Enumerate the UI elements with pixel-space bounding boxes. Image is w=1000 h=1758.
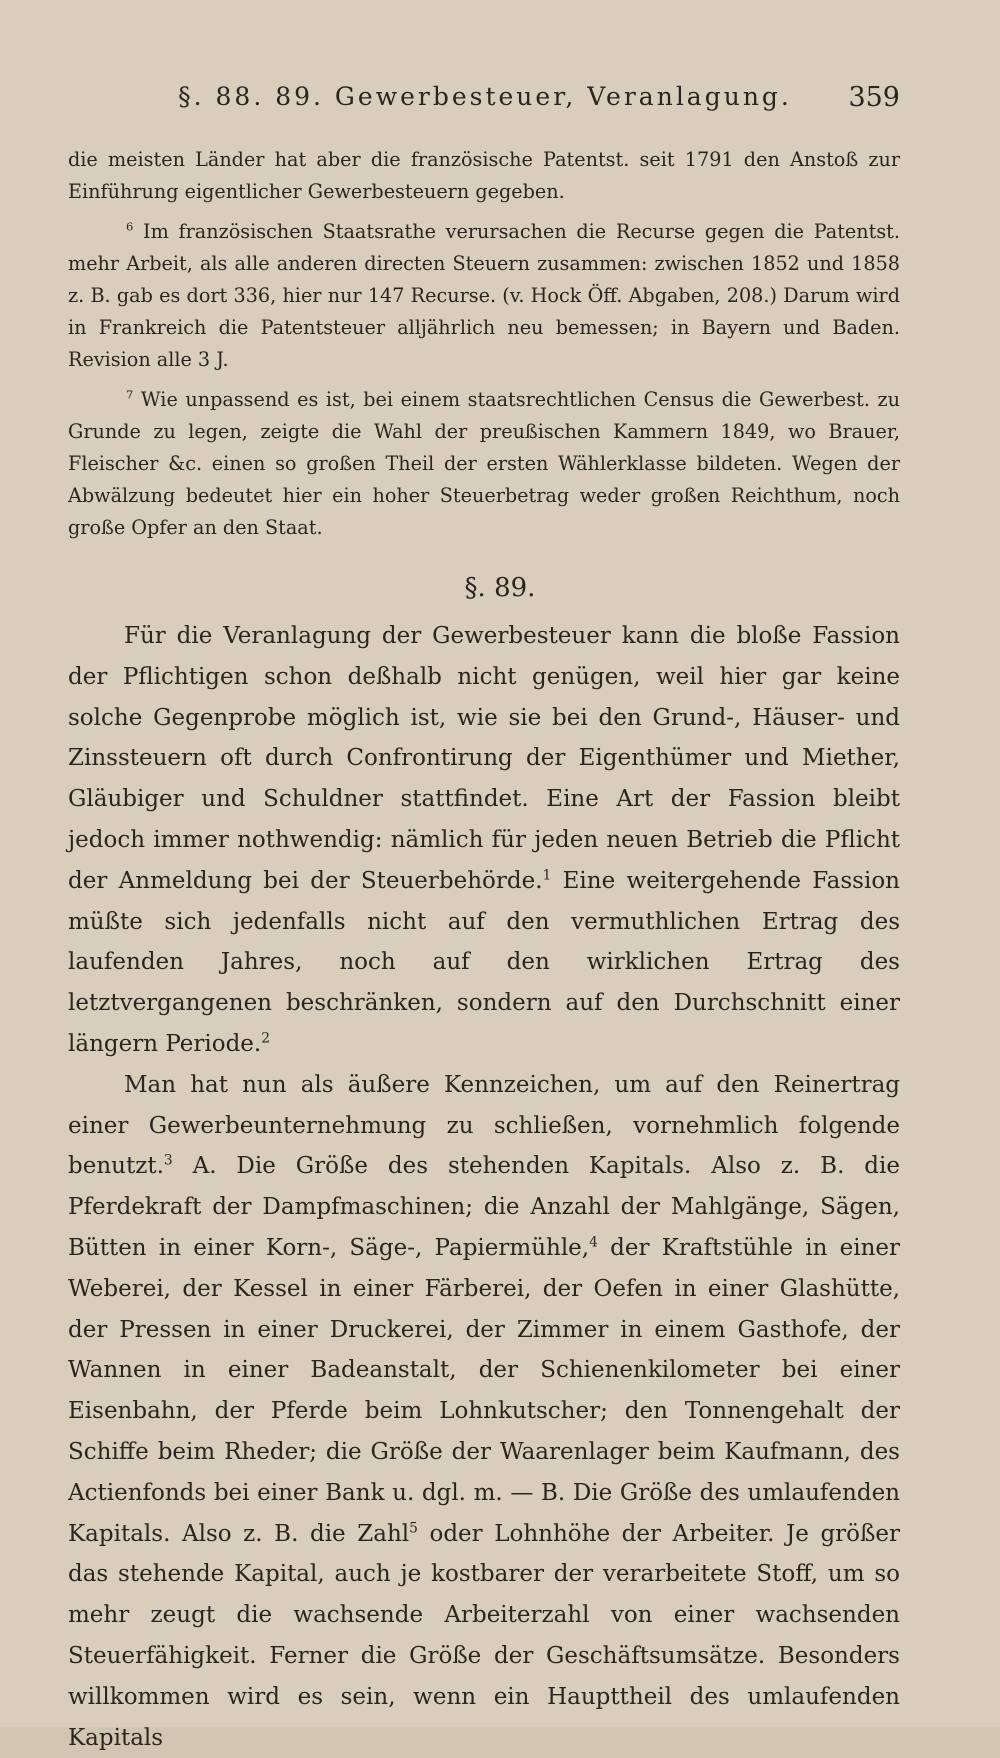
paragraph-1-part-b: Eine weitergehende Fassion müßte sich jedenfalls nicht auf den vermuthlichen Ertrag des laufenden Jahres, noch auf den wirklichen Ertrag des letztvergangenen beschränken, sondern auf den Durchschnitt einer längern Periode.: [68, 867, 900, 1057]
paragraph-2-part-d: oder Lohnhöhe der Arbeiter. Je größer das stehende Kapital, auch je kostbarer der verarbeitete Stoff, um so mehr zeugt die wachsende Arbeiterzahl von einer wachsenden Steuerfähigkeit. Ferner die Größe der Geschäftsumsätze. Besonders willkommen wird es sein, wenn ein Haupttheil des umlaufenden Kapitals: [68, 1520, 900, 1751]
footnote-6: [68, 216, 900, 376]
paragraph-1: [68, 616, 900, 1065]
paragraph-1-part-a: Für die Veranlagung der Gewerbesteuer kann die bloße Fassion der Pflichtigen schon deßhalb nicht genügen, weil hier gar keine solche Gegenprobe möglich ist, wie sie bei den Grund-, Häuser- und Zinssteuern oft durch Confrontirung der Eigenthümer und Miether, Gläubiger und Schuldner stattfindet. Eine Art der Fassion bleibt jedoch immer nothwendig: nämlich für jeden neuen Betrieb die Pflicht der Anmeldung bei der Steuerbehörde.: [68, 623, 900, 894]
footnotes-block: [68, 144, 900, 544]
footnote-ref-5: 5: [409, 1519, 418, 1536]
footnote-ref-3: 3: [163, 1152, 173, 1169]
page-header: [70, 82, 900, 122]
main-text: [68, 616, 900, 1758]
footnote-6-marker: 6: [126, 219, 134, 234]
paragraph-2: [68, 1065, 900, 1758]
footnote-ref-2: 2: [261, 1030, 271, 1047]
footnote-continuation: die meisten Länder hat aber die französische Patentst. seit 1791 den Anstoß zur Einführung eigentlicher Gewerbesteuern gegeben.: [68, 148, 900, 203]
paragraph-2-part-c: der Kraftstühle in einer Weberei, der Kessel in einer Färberei, der Oefen in einer Glashütte, der Pressen in einer Druckerei, der Zimmer in einem Gasthofe, der Wannen in einer Badeanstalt, der Schienenkilometer bei einer Eisenbahn, der Pferde beim Lohnkutscher; den Tonnengehalt der Schiffe beim Rheder; die Größe der Waarenlager beim Kaufmann, des Actienfonds bei einer Bank u. dgl. m. — B. Die Größe des umlaufenden Kapitals. Also z. B. die Zahl: [68, 1234, 900, 1547]
footnote-7: [68, 384, 900, 544]
footnote-ref-1: 1: [542, 867, 552, 884]
page-number: 359: [848, 82, 900, 113]
footnote-7-marker: 7: [126, 387, 134, 402]
footnote-6-text: Im französischen Staatsrathe verursachen die Recurse gegen die Patentst. mehr Arbeit, als alle anderen directen Steuern zusammen: zwischen 1852 und 1858 z. B. gab es dort 336, hier nur 147 Recurse. (v. Hock Öff. Abgaben, 208.) Darum wird in Frankreich die Patentsteuer alljährlich neu bemessen; in Bayern und Baden. Revision alle 3 J.: [68, 220, 900, 371]
footnote-7-text: Wie unpassend es ist, bei einem staatsrechtlichen Census die Gewerbest. zu Grunde zu legen, zeigte die Wahl der preußischen Kammern 1849, wo Brauer, Fleischer &c. einen so großen Theil der ersten Wählerklasse bildeten. Wegen der Abwälzung bedeutet hier ein hoher Steuerbetrag weder großen Reichthum, noch große Opfer an den Staat.: [68, 388, 900, 539]
footnote-ref-4: 4: [589, 1234, 598, 1251]
paragraph-2-part-a: Man hat nun als äußere Kennzeichen, um auf den Reinertrag einer Gewerbeunternehmung zu schließen, vornehmlich folgende benutzt.: [68, 1071, 900, 1180]
paragraph-2-part-b: A. Die Größe des stehenden Kapitals. Also z. B. die Pferdekraft der Dampfmaschinen; die Anzahl der Mahlgänge, Sägen, Bütten in einer Korn-, Säge-, Papiermühle,: [68, 1153, 900, 1261]
running-title: §. 88. 89. Gewerbesteuer, Veranlagung.: [178, 82, 792, 111]
section-heading: §. 89.: [464, 573, 536, 603]
